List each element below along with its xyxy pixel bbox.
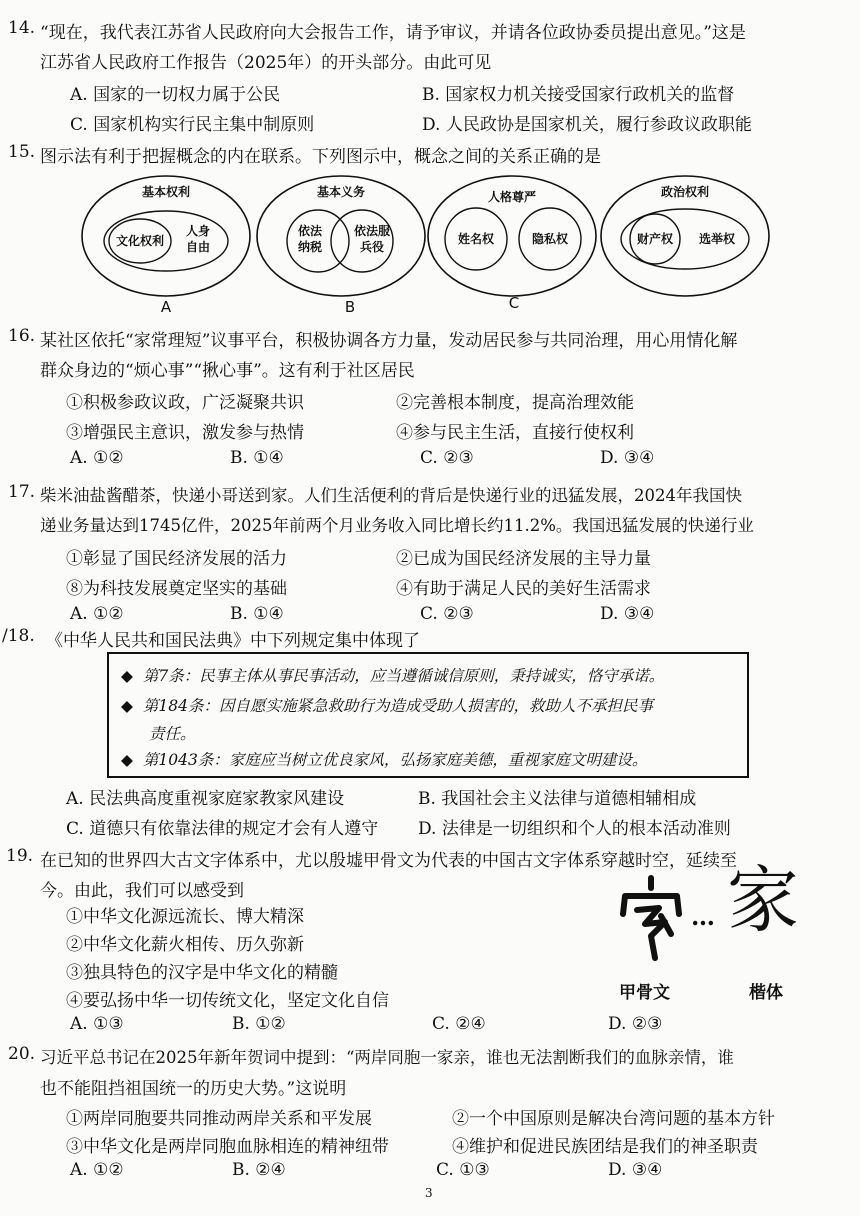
choice-item: ④参与民主生活，直接行使权利: [396, 423, 634, 443]
diagram-letter: C: [508, 294, 520, 312]
option-a[interactable]: A. 国家的一切权力属于公民: [70, 85, 281, 105]
question-number: /18.: [2, 626, 35, 646]
option-b[interactable]: B. 国家权力机关接受国家行政机关的监督: [422, 85, 735, 105]
diagram-letter: B: [344, 298, 356, 316]
diamond-bullet-icon: ◆: [121, 751, 133, 769]
option-c[interactable]: C. ①③: [436, 1160, 490, 1180]
law-rule-continuation: 责任。: [149, 725, 196, 743]
oracle-bone-jia-icon: [615, 874, 687, 964]
choice-item: ②已成为国民经济发展的主导力量: [396, 549, 651, 569]
option-a[interactable]: A. 民法典高度重视家庭家教家风建设: [66, 789, 345, 809]
character-evolution-figure: [615, 858, 815, 1008]
question-stem-line: 某社区依托“家常理短”议事平台，积极协调各方力量，发动居民参与共同治理，用心用情化解: [40, 331, 738, 351]
question-stem-line: 今。由此，我们可以感受到: [40, 881, 244, 901]
choice-item: ④要弘扬中华一切传统文化，坚定文化自信: [66, 991, 389, 1011]
choice-item: ⑧为科技发展奠定坚实的基础: [66, 579, 287, 599]
option-b[interactable]: B. ①④: [230, 448, 284, 468]
option-c[interactable]: C. ②④: [432, 1014, 486, 1034]
option-c[interactable]: C. ②③: [420, 448, 474, 468]
diagram-inner-label: 隐私权: [531, 232, 569, 246]
diagram-title: 基本义务: [316, 185, 366, 199]
choice-item: ①积极参政议政，广泛凝聚共识: [66, 393, 304, 413]
diagram-inner-label: 人身: [185, 224, 211, 238]
option-d[interactable]: D. ②③: [608, 1014, 663, 1034]
choice-item: ①中华文化源远流长、博大精深: [66, 907, 304, 927]
regular-script-character: 家: [727, 858, 800, 942]
diagram-inner-label: 兵役: [359, 240, 385, 254]
diagram-inner-label: 依法服: [353, 224, 391, 238]
option-b[interactable]: B. ①②: [232, 1014, 286, 1034]
option-d[interactable]: D. 人民政协是国家机关，履行参政议政职能: [422, 115, 752, 135]
question-number: 17.: [8, 482, 36, 502]
diamond-bullet-icon: ◆: [121, 667, 133, 685]
diagram-d[interactable]: [601, 176, 769, 296]
diagram-inner-label: 自由: [185, 240, 211, 254]
diagram-inner-label: 姓名权: [457, 232, 495, 246]
choice-item: ③中华文化是两岸同胞血脉相连的精神纽带: [66, 1137, 389, 1157]
label-regular-script: 楷体: [749, 983, 783, 1003]
law-excerpt-box: [107, 652, 749, 778]
diagram-inner-label: 财产权: [636, 232, 674, 246]
choice-item: ③增强民主意识，激发参与热情: [66, 423, 304, 443]
option-c[interactable]: C. ②③: [420, 604, 474, 624]
choice-item: ①彰显了国民经济发展的活力: [66, 549, 287, 569]
option-a[interactable]: A. ①③: [70, 1014, 124, 1034]
law-rule: ◆ 第184条：因自愿实施紧急救助行为造成受助人损害的，救助人不承担民事: [121, 697, 654, 715]
option-d[interactable]: D. ③④: [608, 1160, 663, 1180]
question-stem-line: 习近平总书记在2025年新年贺词中提到：“两岸同胞一家亲，谁也无法割断我们的血脉亲情，谁: [40, 1048, 734, 1067]
diagram-b[interactable]: [257, 176, 425, 316]
page-number: 3: [425, 1186, 433, 1200]
question-number: 20.: [8, 1044, 36, 1064]
choice-item: ②完善根本制度，提高治理效能: [396, 393, 634, 413]
concept-diagrams: [0, 0, 860, 330]
question-number: 15.: [8, 142, 36, 162]
question-number: 19.: [6, 846, 34, 866]
diamond-bullet-icon: ◆: [121, 697, 133, 715]
question-stem-line: 递业务量达到1745亿件，2025年前两个月业务收入同比增长约11.2%。我国迅猛发展的快递行业: [40, 516, 754, 535]
option-c[interactable]: C. 道德只有依靠法律的规定才会有人遵守: [66, 819, 379, 839]
diagram-title: 基本权利: [141, 185, 191, 199]
option-b[interactable]: B. ①④: [230, 604, 284, 624]
question-number: 16.: [8, 326, 36, 346]
question-stem-line: 《中华人民共和国民法典》中下列规定集中体现了: [46, 631, 420, 651]
option-a[interactable]: A. ①②: [70, 1160, 124, 1180]
question-stem-line: 也不能阻挡祖国统一的历史大势。”这说明: [40, 1079, 347, 1099]
diagram-inner-label: 纳税: [297, 240, 323, 254]
choice-item: ④有助于满足人民的美好生活需求: [396, 579, 651, 599]
diagram-a[interactable]: [82, 176, 250, 316]
option-c[interactable]: C. 国家机构实行民主集中制原则: [70, 115, 315, 135]
question-stem-line: 柴米油盐酱醋茶，快递小哥送到家。人们生活便利的背后是快递行业的迅猛发展，2024年我国快: [40, 486, 742, 505]
option-b[interactable]: B. 我国社会主义法律与道德相辅相成: [418, 789, 697, 809]
option-d[interactable]: D. ③④: [600, 604, 655, 624]
option-b[interactable]: B. ②④: [232, 1160, 286, 1180]
ellipsis: …: [691, 902, 715, 931]
question-stem-line: “现在，我代表江苏省人民政府向大会报告工作，请予审议，并请各位政协委员提出意见。”这是: [40, 23, 746, 43]
choice-item: ①两岸同胞要共同推动两岸关系和平发展: [66, 1109, 372, 1129]
question-number: 14.: [8, 18, 36, 38]
question-stem-line: 图示法有利于把握概念的内在联系。下列图示中，概念之间的关系正确的是: [40, 147, 601, 167]
diagram-title: 政治权利: [660, 185, 710, 199]
law-rule: ◆ 第1043条：家庭应当树立优良家风，弘扬家庭美德，重视家庭文明建设。: [121, 751, 648, 769]
question-stem-line: 江苏省人民政府工作报告（2025年）的开头部分。由此可见: [40, 53, 492, 73]
diagram-title: 人格尊严: [487, 190, 537, 204]
question-stem-line: 在已知的世界四大古文字体系中，尤以殷墟甲骨文为代表的中国古文字体系穿越时空，延续至: [40, 851, 737, 871]
choice-item: ④维护和促进民族团结是我们的神圣职责: [452, 1137, 758, 1157]
choice-item: ②中华文化薪火相传、历久弥新: [66, 935, 304, 955]
choice-item: ③独具特色的汉字是中华文化的精髓: [66, 963, 338, 983]
label-oracle-bone: 甲骨文: [619, 983, 670, 1003]
option-d[interactable]: D. ③④: [600, 448, 655, 468]
choice-item: ②一个中国原则是解决台湾问题的基本方针: [452, 1109, 775, 1129]
option-a[interactable]: A. ①②: [70, 448, 124, 468]
option-d[interactable]: D. 法律是一切组织和个人的根本活动准则: [418, 819, 731, 839]
option-a[interactable]: A. ①②: [70, 604, 124, 624]
diagram-inner-label: 选举权: [698, 232, 736, 246]
diagram-c[interactable]: [428, 176, 596, 312]
diagram-letter: A: [160, 298, 172, 316]
question-stem-line: 群众身边的“烦心事”“揪心事”。这有利于社区居民: [40, 361, 415, 381]
diagram-inner-label: 文化权利: [115, 234, 165, 248]
law-rule: ◆ 第7条：民事主体从事民事活动，应当遵循诚信原则，秉持诚实，恪守承诺。: [121, 667, 665, 685]
diagram-inner-label: 依法: [297, 224, 323, 238]
